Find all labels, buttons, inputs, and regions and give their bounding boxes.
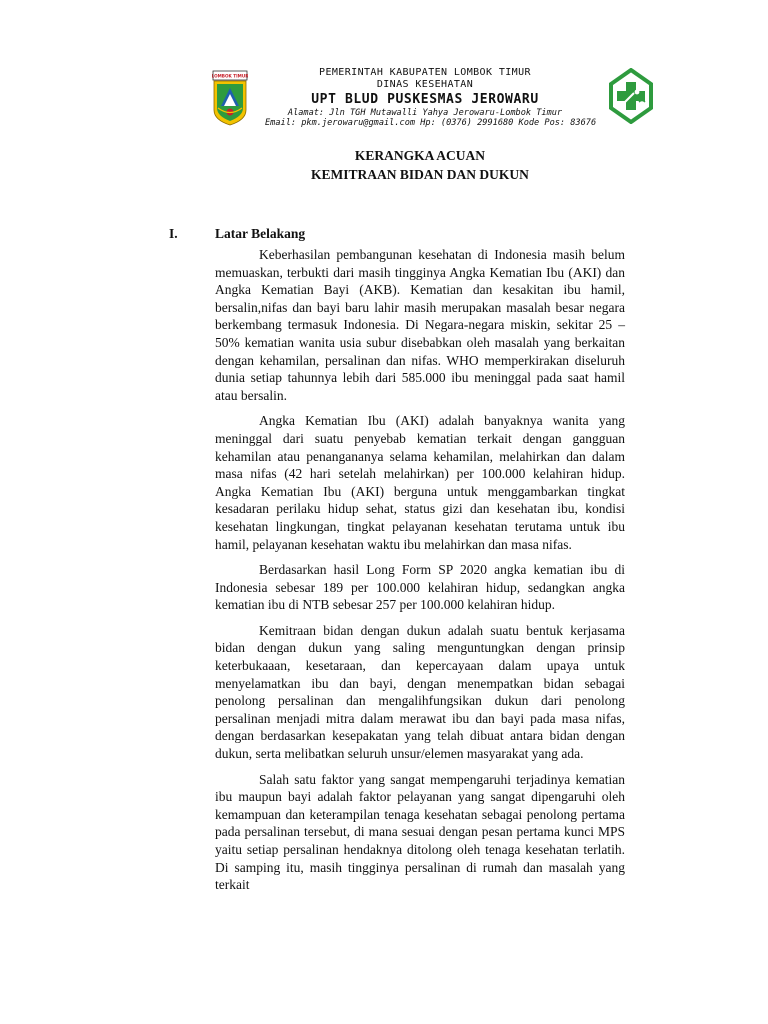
section-body <box>215 246 625 894</box>
paragraph: Angka Kematian Ibu (AKI) adalah banyaknya wanita yang meninggal dari suatu penyebab kematian terkait dengan gangguan kehamilan atau penangananya selama kehamilan, melahirkan dan dalam masa nifas (42 hari setelah melahirkan) per 100.000 kelahiran hidup. Angka Kematian Ibu (AKI) berguna untuk menggambarkan tingkat kesadaran perilaku hidup sehat, status gizi dan kesehatan ibu, kondisi kesehatan lingkungan, tingkat pelayanan kesehatan terutama untuk ibu hamil, pelayanan kesehatan waktu ibu melahirkan dan masa nifas. <box>215 413 625 552</box>
section-heading: Latar Belakang <box>215 226 306 241</box>
paragraph: Kemitraan bidan dengan dukun adalah suatu bentuk kerjasama bidan dengan dukun yang saling menguntungkan dengan prinsip keterbukaaan, kesetaraan, dan kepercayaan dalam upaya untuk menyelamatkan ibu dan bayi, dengan menempatkan bidan sebagai penolong persalinan dan mengalihfungsikan dukun dari penolong persalinan menjadi mitra dalam merawat ibu dan bayi pada masa nifas, dengan berdasarkan kesepakatan yang telah dibuat antara bidan dengan dukun, serta melibatkan seluruh unsur/elemen masyarakat yang ada. <box>215 622 625 762</box>
puskesmas-logo <box>608 68 654 124</box>
agency-name: DINAS KESEHATAN <box>376 79 474 90</box>
regency-emblem-logo <box>212 70 248 126</box>
section-number: I. <box>169 226 178 241</box>
regency-emblem-label: LOMBOK TIMUR <box>212 73 248 79</box>
letterhead <box>265 67 597 128</box>
institution-address: Alamat: Jln TGH Mutawalli Yahya Jerowaru-Lombok Timur <box>287 108 563 118</box>
paragraph: Salah satu faktor yang sangat mempengaruhi terjadinya kematian ibu maupun bayi adalah faktor pelayanan yang sangat dipengaruhi oleh kemampuan dan keterampilan tenaga kesehatan sebagai penolong pertama pada persalinan tersebut, di mana sesuai dengan pesan pertama kunci MPS yaitu setiap persalinan hendaknya ditolong oleh tenaga kesehatan terlatih. Di samping itu, masih tingginya persalinan di rumah dan masalah yang terkait <box>215 771 625 893</box>
document-title: KERANGKA ACUAN <box>354 148 486 163</box>
institution-contact: Email: pkm.jerowaru@gmail.com Hp: (0376) 2991680 Kode Pos: 83676 <box>265 118 597 128</box>
institution-name: UPT BLUD PUSKESMAS JEROWARU <box>311 92 539 107</box>
document-subtitle: KEMITRAAN BIDAN DAN DUKUN <box>311 167 529 182</box>
government-name: PEMERINTAH KABUPATEN LOMBOK TIMUR <box>319 67 531 78</box>
paragraph: Berdasarkan hasil Long Form SP 2020 angka kematian ibu di Indonesia sebesar 189 per 100.000 kelahiran hidup, sedangkan angka kematian ibu di NTB sebesar 257 per 100.000 kelahiran hidup. <box>215 562 625 613</box>
paragraph: Keberhasilan pembangunan kesehatan di Indonesia masih belum memuaskan, terbukti dari masih tingginya Angka Kematian Ibu (AKI) dan Angka Kematian Bayi (AKB). Kematian dan kesakitan ibu hamil, bersalin,nifas dan bayi baru lahir masih merupakan masalah besar negara berkembang termasuk Indonesia. Di Negara-negara miskin, sekitar 25 – 50% kematian wanita usia subur disebabkan oleh masalah yang berkaitan dengan kehamilan, persalinan dan nifas. WHO memperkirakan diseluruh dunia setiap tahunnya lebih dari 585.000 ibu meninggal pada saat hamil atau bersalin. <box>215 247 625 403</box>
